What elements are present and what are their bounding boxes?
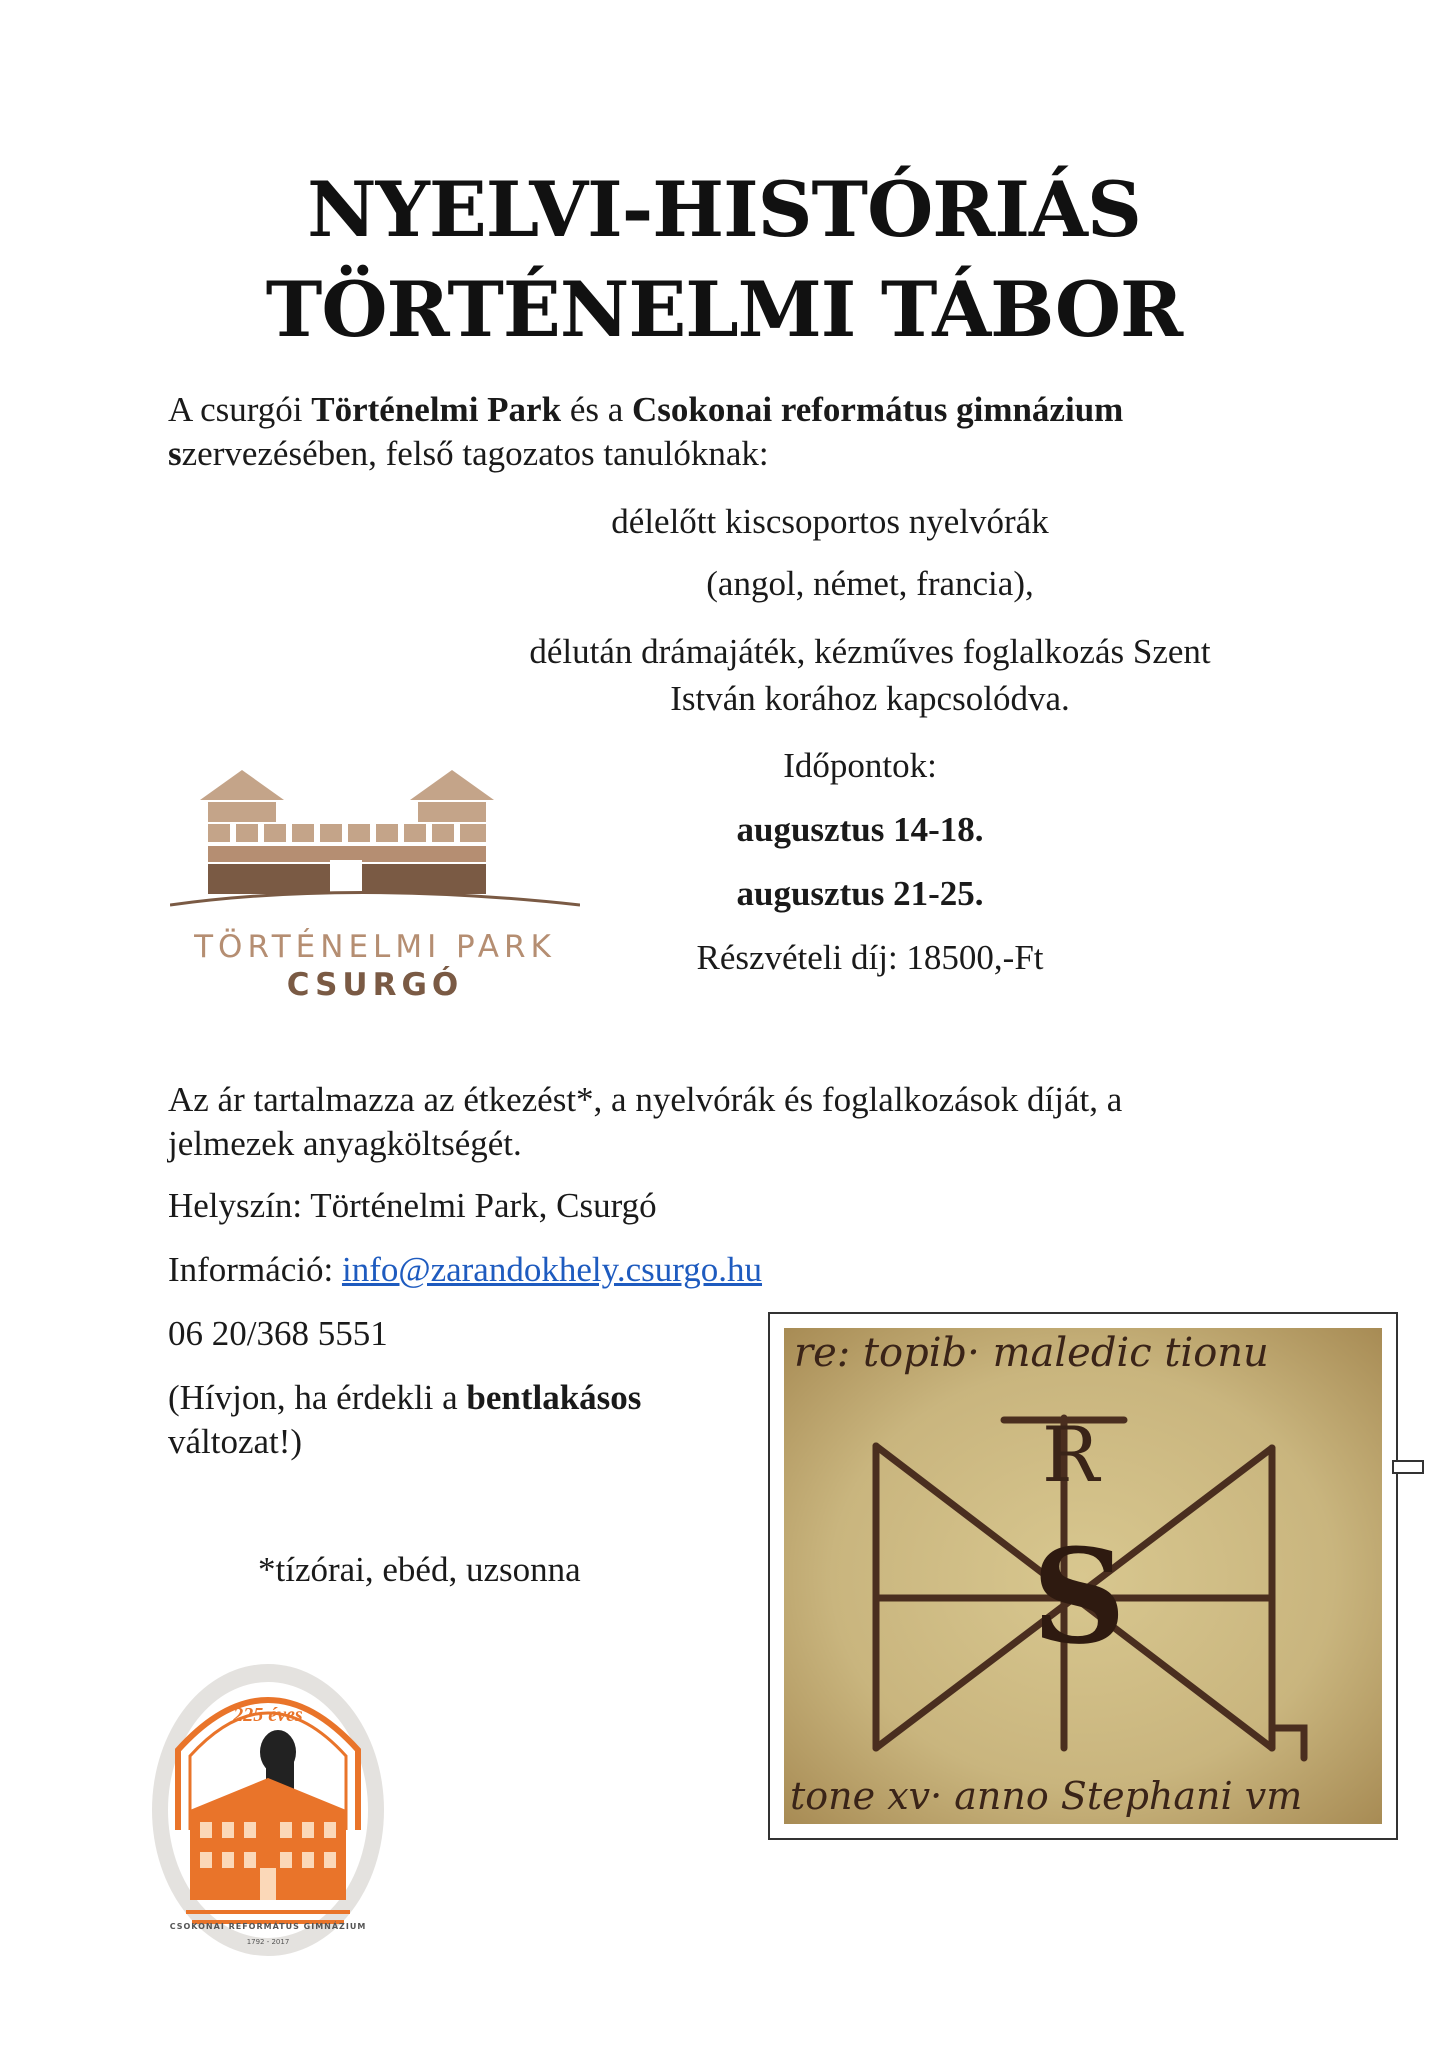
school-badge	[148, 1660, 388, 1960]
intro-prefix: A csurgói	[168, 390, 312, 429]
price-line-1: Az ár tartalmazza az étkezést*, a nyelvórák és foglalkozások díját, a	[168, 1080, 1123, 1119]
manuscript-letter-r: R	[1042, 1410, 1100, 1499]
location: Helyszín: Történelmi Park, Csurgó	[168, 1186, 657, 1225]
badge-years: 225 éves	[233, 1704, 303, 1726]
intro-line-2	[168, 432, 1318, 476]
call-line-1	[168, 1376, 768, 1420]
frame-resize-handle[interactable]	[1392, 1460, 1424, 1474]
call-prefix: (Hívjon, ha érdekli a	[168, 1378, 467, 1417]
intro-line2-bold: s	[168, 434, 182, 473]
date-2: augusztus 21-25.	[736, 874, 984, 913]
participation-fee: Részvételi díj: 18500,-Ft	[696, 938, 1044, 977]
park-logo	[170, 760, 580, 1003]
manuscript-bottom-text: tone xv· anno Stephani vm	[790, 1774, 1303, 1818]
park-logo-line-2: CSURGÓ	[286, 967, 464, 1003]
phone-number: 06 20/368 5551	[168, 1314, 388, 1353]
title-line-2: TÖRTÉNELMI TÁBOR	[265, 265, 1183, 354]
call-line-2: változat!)	[168, 1422, 303, 1461]
intro-park: Történelmi Park	[311, 390, 562, 429]
call-note	[168, 1376, 768, 1464]
price-line-2: jelmezek anyagköltségét.	[168, 1124, 522, 1163]
castle-icon	[170, 760, 580, 920]
footnote: *tízórai, ebéd, uzsonna	[258, 1550, 581, 1589]
badge-school-name: CSOKONAI REFORMÁTUS GIMNÁZIUM	[169, 1922, 367, 1931]
call-bold: bentlakásos	[466, 1378, 642, 1417]
park-logo-line-1: TÖRTÉNELMI PARK	[194, 929, 556, 965]
date-1: augusztus 14-18.	[736, 810, 984, 849]
program-afternoon-2: István korához kapcsolódva.	[670, 679, 1070, 718]
manuscript-frame	[768, 1312, 1398, 1840]
badge-years-span: 1792 - 2017	[246, 1938, 290, 1946]
price-info	[168, 1078, 1318, 1166]
info-label: Információ:	[168, 1250, 342, 1289]
manuscript-letter-s: S	[1032, 1520, 1126, 1673]
info-line	[168, 1248, 762, 1292]
intro-school: Csokonai református gimnázium	[632, 390, 1124, 429]
manuscript-top-text: re: topib· maledic tionu	[794, 1330, 1269, 1376]
program-morning: délelőtt kiscsoportos nyelvórák	[611, 502, 1049, 541]
intro-line2-rest: zervezésében, felső tagozatos tanulóknak:	[181, 434, 769, 473]
title-line-1: NYELVI-HISTÓRIÁS	[307, 165, 1141, 254]
intro-and: és a	[561, 390, 633, 429]
intro-line-1	[168, 388, 1318, 432]
program-languages: (angol, német, francia),	[706, 564, 1034, 603]
email-link[interactable]: info@zarandokhely.csurgo.hu	[341, 1250, 763, 1289]
program-afternoon-1: délután drámajáték, kézműves foglalkozás Szent	[529, 632, 1211, 671]
intro-paragraph	[168, 388, 1318, 476]
dates-label: Időpontok:	[783, 746, 937, 785]
